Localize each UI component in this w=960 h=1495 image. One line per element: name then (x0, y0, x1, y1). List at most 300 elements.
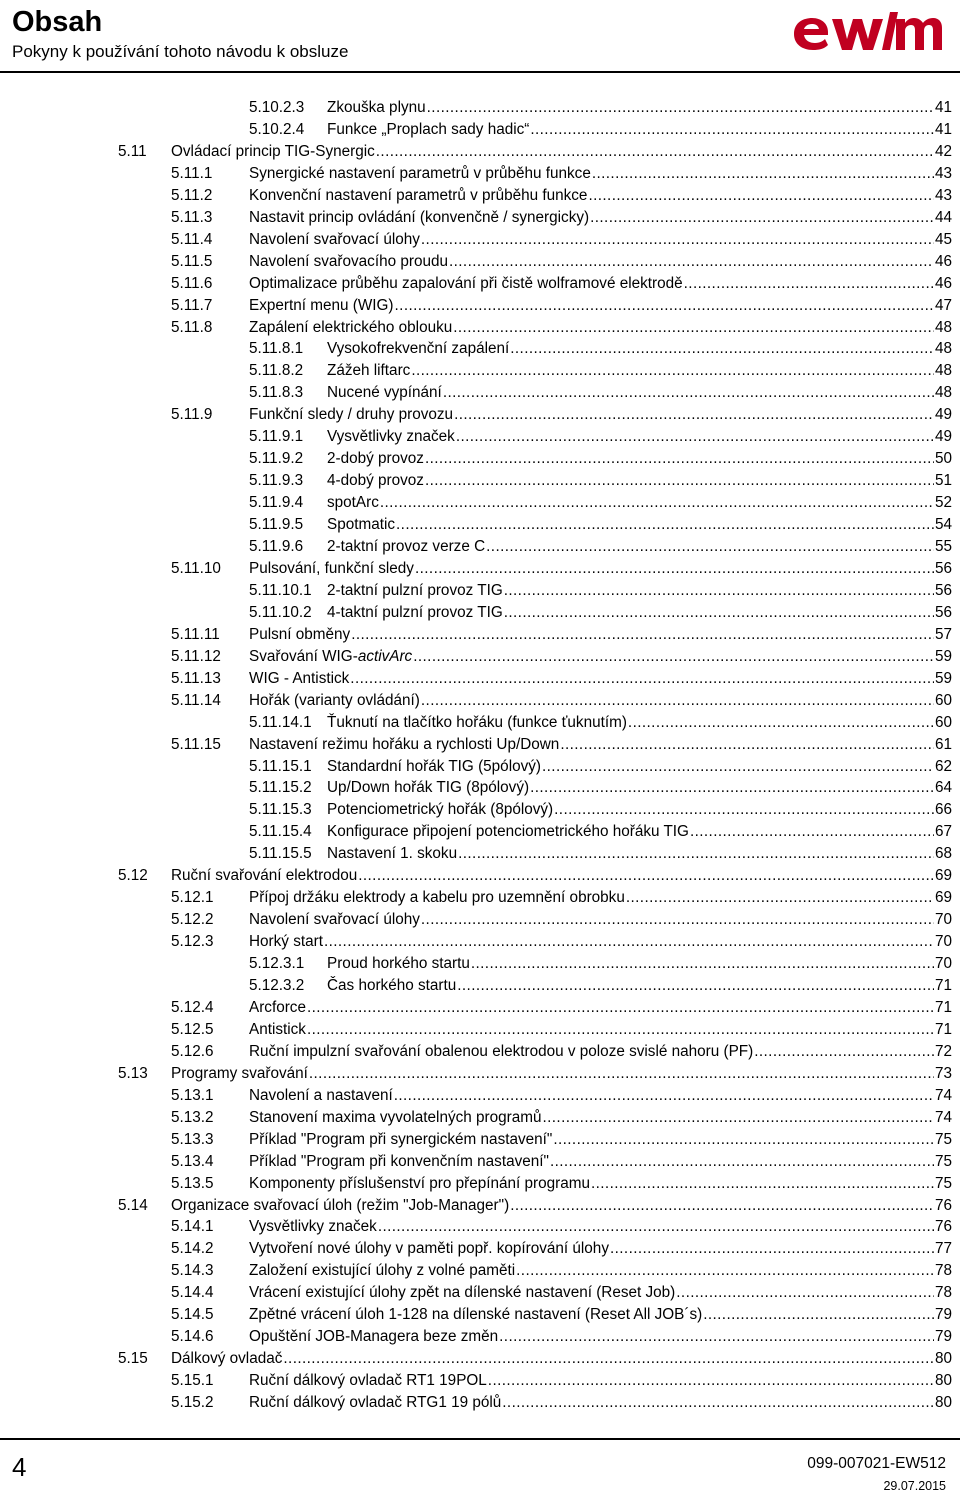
toc-entry-title: Nastavení 1. skoku (327, 845, 458, 863)
toc-leader-dots (676, 1282, 934, 1304)
toc-leader-dots (486, 536, 934, 558)
toc-entry-page: 43 (934, 186, 952, 204)
toc-entry-title: Navolení a nastavení (249, 1086, 393, 1104)
toc-entry-number: 5.14.2 (171, 1240, 214, 1258)
toc-entry-title: Programy svařování (171, 1064, 308, 1082)
toc-entry-page: 80 (934, 1394, 952, 1412)
toc-entry-page: 68 (934, 845, 952, 863)
document-date: 29.07.2015 (883, 1479, 946, 1493)
toc-entry-title: Navolení svařovacího proudu (249, 252, 448, 270)
toc-entry-number: 5.11.15.5 (249, 845, 312, 863)
toc-entry-number: 5.11.8.1 (249, 340, 304, 358)
toc-entry-title: Spotmatic (327, 516, 396, 534)
toc-entry-title: Zpětné vrácení úloh 1-128 na dílenské nastavení (Reset All JOB´s) (249, 1306, 703, 1324)
toc-leader-dots (421, 690, 934, 712)
toc-entry-page: 75 (934, 1130, 952, 1148)
toc-entry-title-italic: activArc (357, 647, 413, 665)
footer-rule (0, 1438, 960, 1440)
toc-entry-page: 76 (934, 1196, 952, 1214)
toc-leader-dots (395, 295, 934, 317)
toc-leader-dots (350, 668, 934, 690)
toc-entry-page: 67 (934, 823, 952, 841)
toc-entry[interactable] (249, 975, 952, 997)
toc-entry-number: 5.11.9.4 (249, 494, 304, 512)
toc-entry-number: 5.11.8 (171, 318, 213, 336)
toc-entry-title: Čas horkého startu (327, 977, 457, 994)
toc-entry-page: 80 (934, 1372, 952, 1390)
toc-entry-title: Konfigurace připojení potenciometrického hořáku TIG (327, 823, 689, 841)
toc-leader-dots (443, 382, 934, 404)
toc-entry-page: 79 (934, 1306, 952, 1324)
toc-entry-title: Zážeh liftarc (327, 362, 411, 380)
toc-entry-number: 5.11.9.6 (249, 538, 304, 555)
toc-entry-title: Vysvětlivky značek (249, 1218, 377, 1236)
toc-entry-page: 71 (934, 977, 952, 994)
toc-entry[interactable] (118, 141, 952, 163)
toc-leader-dots (591, 1173, 934, 1195)
toc-entry-title: Proud horkého startu (327, 955, 470, 973)
toc-leader-dots (471, 953, 934, 975)
toc-entry-page: 59 (934, 669, 952, 687)
toc-entry-title: Zapálení elektrického oblouku (249, 318, 453, 336)
toc-entry-page: 47 (934, 296, 952, 314)
toc-entry[interactable] (171, 1129, 952, 1151)
toc-leader-dots (283, 1348, 934, 1370)
toc-entry[interactable] (118, 1348, 952, 1370)
toc-entry-page: 75 (934, 1174, 952, 1192)
toc-entry-page: 66 (934, 801, 952, 819)
toc-entry[interactable] (171, 404, 952, 426)
toc-entry[interactable] (171, 185, 952, 207)
toc-leader-dots (592, 163, 934, 185)
toc-entry-number: 5.12 (118, 867, 148, 885)
toc-entry-title: Arcforce (249, 998, 306, 1016)
page-subtitle: Pokyny k používání tohoto návodu k obsluze (12, 42, 349, 61)
toc-entry-title: Optimalizace průběhu zapalování při čistě wolframové elektrodě (249, 274, 683, 292)
toc-entry-page: 52 (934, 494, 952, 512)
toc-entry-page: 80 (934, 1350, 952, 1368)
toc-entry-title: Příklad "Program při konvenčním nastavení" (249, 1152, 549, 1170)
toc-entry-page: 50 (934, 450, 952, 468)
toc-leader-dots (457, 975, 934, 997)
toc-leader-dots (499, 1326, 934, 1348)
toc-entry-title: Pulsní obměny (249, 625, 351, 643)
toc-entry-number: 5.11.14 (171, 691, 221, 709)
toc-entry[interactable] (249, 602, 952, 624)
toc-entry-title: 2-taktní provoz verze C (327, 538, 486, 555)
toc-entry-page: 56 (934, 581, 952, 599)
toc-entry-number: 5.11.15 (171, 735, 221, 753)
toc-entry-title: Potenciometrický hořák (8pólový) (327, 801, 554, 819)
toc-entry-title: Ruční dálkový ovladač RT1 19POL (249, 1372, 487, 1390)
toc-entry-title: Vysokofrekvenční zapálení (327, 340, 510, 358)
toc-leader-dots (550, 1151, 934, 1173)
toc-leader-dots (488, 1370, 934, 1392)
toc-entry-number: 5.11.3 (171, 208, 213, 226)
toc-entry-title: Funkce „Proplach sady hadic“ (327, 120, 530, 138)
toc-leader-dots (590, 207, 934, 229)
toc-entry-page: 69 (934, 889, 952, 907)
toc-entry-number: 5.14.4 (171, 1284, 214, 1302)
toc-leader-dots (324, 931, 934, 953)
toc-entry-number: 5.12.2 (171, 911, 214, 929)
toc-entry[interactable] (118, 1063, 952, 1085)
toc-entry-title: Konvenční nastavení parametrů v průběhu funkce (249, 186, 588, 204)
toc-entry-number: 5.14.3 (171, 1262, 214, 1280)
toc-leader-dots (510, 338, 934, 360)
toc-entry-number: 5.11.9.5 (249, 516, 304, 534)
toc-entry-title: Standardní hořák TIG (5pólový) (327, 757, 541, 775)
toc-entry-number: 5.11 (118, 142, 147, 160)
toc-leader-dots (703, 1304, 934, 1326)
toc-entry-number: 5.14 (118, 1196, 148, 1214)
toc-entry-number: 5.12.3.1 (249, 955, 305, 973)
toc-entry[interactable] (171, 1107, 952, 1129)
toc-entry[interactable] (249, 777, 952, 799)
toc-entry[interactable] (171, 931, 952, 953)
toc-entry-title: Přípoj držáku elektrody a kabelu pro uzemnění obrobku (249, 889, 625, 907)
page-title: Obsah (12, 6, 103, 38)
toc-entry-title: Navolení svařovací úlohy (249, 230, 420, 248)
toc-entry-number: 5.12.3 (171, 933, 214, 951)
toc-entry[interactable] (249, 756, 952, 778)
toc-entry[interactable] (171, 1370, 952, 1392)
toc-leader-dots (396, 514, 934, 536)
toc-entry-number: 5.11.14.1 (249, 713, 312, 731)
toc-leader-dots (458, 843, 934, 865)
toc-entry[interactable] (171, 668, 952, 690)
toc-entry[interactable] (249, 119, 952, 141)
toc-entry-number: 5.11.4 (171, 230, 213, 248)
toc-entry-page: 56 (934, 559, 952, 577)
toc-leader-dots (449, 251, 934, 273)
toc-entry[interactable] (249, 580, 952, 602)
toc-entry[interactable] (171, 558, 952, 580)
toc-entry[interactable] (171, 624, 952, 646)
toc-entry-page: 71 (934, 1020, 952, 1038)
toc-entry-title: Ruční impulzní svařování obalenou elektrodou v poloze svislé nahoru (PF) (249, 1042, 754, 1060)
toc-entry-number: 5.14.5 (171, 1306, 214, 1324)
toc-entry-title: Vytvoření nové úlohy v paměti popř. kopírování úlohy (249, 1240, 609, 1258)
ewm-logo (792, 10, 942, 52)
toc-entry-page: 70 (934, 933, 952, 951)
toc-leader-dots (421, 909, 934, 931)
toc-entry-title: Hořák (varianty ovládání) (249, 691, 420, 709)
toc-entry-title: Stanovení maxima vyvolatelných programů (249, 1108, 542, 1126)
toc-leader-dots (376, 141, 934, 163)
toc-entry-number: 5.11.8.2 (249, 362, 304, 380)
toc-entry-number: 5.13 (118, 1064, 148, 1082)
toc-entry-page: 55 (934, 538, 952, 555)
toc-entry-title: Horký start (249, 933, 323, 951)
toc-leader-dots (516, 1260, 934, 1282)
toc-leader-dots (628, 712, 934, 734)
toc-entry-page: 48 (934, 384, 952, 402)
toc-entry-number: 5.13.2 (171, 1108, 214, 1126)
toc-entry-page: 46 (934, 274, 952, 292)
toc-leader-dots (560, 734, 934, 756)
toc-entry-page: 73 (934, 1064, 952, 1082)
toc-entry-number: 5.11.9.2 (249, 450, 304, 468)
toc-entry[interactable] (171, 887, 952, 909)
toc-entry-title: Nastavení režimu hořáku a rychlosti Up/Down (249, 735, 560, 753)
toc-leader-dots (378, 1216, 934, 1238)
toc-entry[interactable] (249, 821, 952, 843)
toc-entry[interactable] (171, 1151, 952, 1173)
toc-entry-title: Svařování WIG-activArc (249, 647, 413, 665)
toc-entry-title: Vrácení existující úlohy zpět na dílenské nastavení (Reset Job) (249, 1284, 676, 1302)
toc-entry[interactable] (249, 382, 952, 404)
toc-entry-title: Ťuknutí na tlačítko hořáku (funkce ťuknutím) (327, 713, 627, 731)
toc-entry-title: Funkční sledy / druhy provozu (249, 406, 454, 424)
toc-entry[interactable] (249, 492, 952, 514)
toc-entry-number: 5.10.2.3 (249, 99, 305, 116)
toc-leader-dots (394, 1085, 934, 1107)
toc-leader-dots (542, 756, 934, 778)
toc-leader-dots (454, 404, 934, 426)
toc-leader-dots (453, 317, 934, 339)
toc-entry-title: Zkouška plynu (327, 99, 426, 116)
toc-entry[interactable] (171, 734, 952, 756)
toc-leader-dots (588, 185, 934, 207)
toc-entry-title: Navolení svařovací úlohy (249, 911, 420, 929)
toc-entry-page: 48 (934, 340, 952, 358)
toc-entry-number: 5.11.10 (171, 559, 221, 577)
toc-entry-number: 5.11.9 (171, 406, 213, 424)
toc-entry[interactable] (171, 1173, 952, 1195)
toc-entry-page: 54 (934, 516, 952, 534)
toc-entry[interactable] (171, 1392, 952, 1414)
toc-entry[interactable] (171, 1260, 952, 1282)
toc-entry-page: 44 (934, 208, 952, 226)
toc-entry-title: Expertní menu (WIG) (249, 296, 394, 314)
toc-entry[interactable] (171, 1085, 952, 1107)
toc-entry-page: 46 (934, 252, 952, 270)
toc-leader-dots (542, 1107, 934, 1129)
toc-entry-number: 5.11.15.4 (249, 823, 312, 841)
toc-entry-page: 48 (934, 318, 952, 336)
toc-entry-page: 41 (934, 120, 952, 138)
toc-entry[interactable] (249, 360, 952, 382)
toc-entry-number: 5.11.15.3 (249, 801, 312, 819)
toc-entry[interactable] (171, 1304, 952, 1326)
toc-leader-dots (413, 646, 934, 668)
toc-entry-page: 49 (934, 406, 952, 424)
toc-entry[interactable] (118, 1195, 952, 1217)
toc-entry-title: Nastavit princip ovládání (konvenčně / synergicky) (249, 208, 590, 226)
toc-entry[interactable] (249, 448, 952, 470)
toc-entry-title: 4-dobý provoz (327, 472, 424, 490)
toc-leader-dots (358, 865, 934, 887)
toc-entry-page: 78 (934, 1262, 952, 1280)
toc-entry[interactable] (171, 690, 952, 712)
toc-entry[interactable] (171, 163, 952, 185)
toc-entry-number: 5.11.12 (171, 647, 221, 665)
toc-entry-page: 57 (934, 625, 952, 643)
toc-entry[interactable] (171, 909, 952, 931)
toc-entry-number: 5.13.5 (171, 1174, 214, 1192)
toc-leader-dots (684, 273, 934, 295)
toc-entry-page: 48 (934, 362, 952, 380)
toc-leader-dots (554, 799, 934, 821)
toc-entry-page: 70 (934, 955, 952, 973)
toc-entry-number: 5.12.3.2 (249, 977, 305, 994)
toc-entry-title: Up/Down hořák TIG (8pólový) (327, 779, 530, 797)
toc-entry-page: 70 (934, 911, 952, 929)
toc-leader-dots (530, 777, 934, 799)
toc-entry-title: 2-taktní pulzní provoz TIG (327, 581, 503, 599)
toc-entry-title: Antistick (249, 1020, 306, 1038)
toc-entry-number: 5.10.2.4 (249, 120, 305, 138)
toc-entry[interactable] (249, 338, 952, 360)
toc-entry[interactable] (249, 426, 952, 448)
toc-entry-number: 5.14.1 (171, 1218, 214, 1236)
toc-entry-title: 2-dobý provoz (327, 450, 424, 468)
toc-entry-number: 5.12.6 (171, 1042, 214, 1060)
toc-entry-number: 5.13.3 (171, 1130, 214, 1148)
toc-entry[interactable] (171, 229, 952, 251)
toc-entry[interactable] (171, 1238, 952, 1260)
toc-entry-number: 5.11.7 (171, 296, 213, 314)
toc-entry-page: 78 (934, 1284, 952, 1302)
toc-leader-dots (502, 1392, 934, 1414)
toc-entry-title: Dálkový ovladač (171, 1350, 283, 1368)
toc-entry-number: 5.13.4 (171, 1152, 214, 1170)
toc-leader-dots (510, 1195, 934, 1217)
toc-entry-page: 41 (934, 99, 952, 116)
toc-entry[interactable] (171, 1041, 952, 1063)
toc-entry-number: 5.15.1 (171, 1372, 214, 1390)
toc-entry[interactable] (171, 997, 952, 1019)
toc-leader-dots (411, 360, 934, 382)
toc-entry-number: 5.11.1 (171, 164, 213, 182)
toc-entry[interactable] (249, 97, 952, 119)
toc-entry[interactable] (171, 1282, 952, 1304)
toc-leader-dots (309, 1063, 934, 1085)
toc-leader-dots (504, 602, 934, 624)
toc-leader-dots (553, 1129, 934, 1151)
toc-entry-title: Opuštění JOB-Managera beze změn (249, 1328, 499, 1346)
toc-entry[interactable] (249, 514, 952, 536)
toc-entry-title: Pulsování, funkční sledy (249, 559, 414, 577)
toc-leader-dots (427, 97, 934, 119)
toc-entry[interactable] (171, 646, 952, 668)
toc-entry-number: 5.15.2 (171, 1394, 214, 1412)
toc-entry-page: 75 (934, 1152, 952, 1170)
toc-entry-number: 5.11.15.1 (249, 757, 312, 775)
toc-entry[interactable] (171, 295, 952, 317)
toc-entry[interactable] (171, 273, 952, 295)
toc-leader-dots (504, 580, 934, 602)
toc-entry-title: Ruční svařování elektrodou (171, 867, 358, 885)
toc-leader-dots (626, 887, 934, 909)
toc-entry-number: 5.13.1 (171, 1086, 214, 1104)
toc-entry-number: 5.11.9.1 (249, 428, 304, 446)
toc-entry-title: spotArc (327, 494, 379, 512)
toc-entry-page: 42 (934, 142, 952, 160)
toc-entry-number: 5.11.2 (171, 186, 213, 204)
toc-entry[interactable] (171, 317, 952, 339)
toc-entry-page: 79 (934, 1328, 952, 1346)
toc-entry-title: Příklad "Program při synergickém nastavení" (249, 1130, 553, 1148)
toc-entry-number: 5.14.6 (171, 1328, 214, 1346)
toc-entry-number: 5.11.9.3 (249, 472, 304, 490)
toc-entry-page: 71 (934, 998, 952, 1016)
toc-leader-dots (456, 426, 934, 448)
toc-leader-dots (415, 558, 934, 580)
toc-entry-page: 59 (934, 647, 952, 665)
toc-leader-dots (307, 1019, 934, 1041)
toc-entry-number: 5.11.15.2 (249, 779, 312, 797)
page-number: 4 (12, 1452, 27, 1482)
toc-entry-number: 5.11.8.3 (249, 384, 304, 402)
toc-leader-dots (690, 821, 934, 843)
toc-entry[interactable] (171, 1326, 952, 1348)
toc-entry-page: 72 (934, 1042, 952, 1060)
toc-entry-title: Komponenty příslušenství pro přepínání programu (249, 1174, 590, 1192)
toc-entry-page: 76 (934, 1218, 952, 1236)
toc-leader-dots (380, 492, 934, 514)
toc-leader-dots (754, 1041, 934, 1063)
toc-entry[interactable] (118, 865, 952, 887)
toc-entry[interactable] (249, 953, 952, 975)
toc-entry[interactable] (171, 207, 952, 229)
toc-entry-page: 60 (934, 713, 952, 731)
toc-entry-title: 4-taktní pulzní provoz TIG (327, 603, 503, 621)
toc-entry[interactable] (249, 536, 952, 558)
toc-leader-dots (351, 624, 934, 646)
toc-entry-page: 61 (934, 735, 952, 753)
toc-leader-dots (421, 229, 934, 251)
document-id: 099-007021-EW512 (807, 1455, 946, 1472)
toc-entry-number: 5.11.6 (171, 274, 213, 292)
toc-entry-page: 74 (934, 1086, 952, 1104)
toc-entry[interactable] (171, 251, 952, 273)
toc-entry[interactable] (171, 1216, 952, 1238)
toc-entry-page: 74 (934, 1108, 952, 1126)
toc-entry-title: Vysvětlivky značek (327, 428, 455, 446)
toc-entry[interactable] (171, 1019, 952, 1041)
toc-entry-page: 49 (934, 428, 952, 446)
toc-entry-page: 64 (934, 779, 952, 797)
toc-entry-number: 5.15 (118, 1350, 148, 1368)
toc-leader-dots (425, 470, 934, 492)
toc-entry-number: 5.11.10.2 (249, 603, 312, 621)
toc-entry-title: Synergické nastavení parametrů v průběhu funkce (249, 164, 591, 182)
toc-entry-number: 5.12.4 (171, 998, 214, 1016)
toc-entry-page: 77 (934, 1240, 952, 1258)
toc-entry-page: 51 (934, 472, 952, 490)
toc-entry[interactable] (249, 843, 952, 865)
toc-entry-number: 5.11.11 (171, 625, 220, 643)
toc-entry-page: 60 (934, 691, 952, 709)
toc-entry-number: 5.11.10.1 (249, 581, 312, 599)
toc-entry[interactable] (249, 799, 952, 821)
toc-entry-number: 5.11.13 (171, 669, 221, 687)
toc-leader-dots (307, 997, 934, 1019)
toc-entry-page: 56 (934, 603, 952, 621)
toc-leader-dots (425, 448, 934, 470)
toc-entry[interactable] (249, 470, 952, 492)
toc-entry-title: Ruční dálkový ovladač RTG1 19 pólů (249, 1394, 502, 1412)
toc-leader-dots (530, 119, 934, 141)
toc-entry-title: Ovládací princip TIG-Synergic (171, 142, 375, 160)
toc-entry-title: WIG - Antistick (249, 669, 350, 687)
toc-entry-number: 5.11.5 (171, 252, 213, 270)
toc-entry[interactable] (249, 712, 952, 734)
toc-entry-title: Založení existující úlohy z volné paměti (249, 1262, 516, 1280)
toc-entry-title: Organizace svařovací úloh (režim "Job-Manager") (171, 1196, 510, 1214)
